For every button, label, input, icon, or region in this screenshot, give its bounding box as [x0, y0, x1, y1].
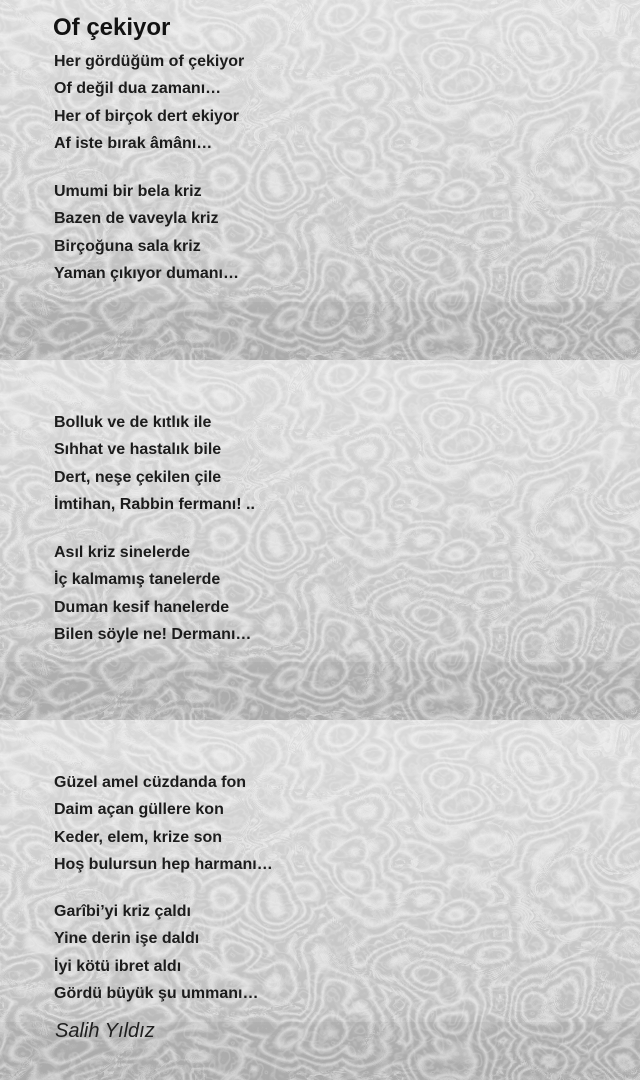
poem-line: Hoş bulursun hep harmanı… — [54, 856, 273, 874]
poem-stanza-5 — [54, 769, 273, 879]
poem-line: İyi kötü ibret aldı — [54, 957, 182, 975]
poem-line: Güzel amel cüzdanda fon — [54, 774, 247, 791]
poem-stanza-4 — [54, 539, 251, 649]
poem-line: Af iste bırak âmânı… — [54, 135, 213, 153]
poem-line: Sıhhat ve hastalık bile — [54, 441, 222, 459]
poem-line: Bilen söyle ne! Dermanı… — [54, 626, 252, 644]
poem-stanza-3 — [54, 409, 255, 519]
poem-line: Umumi bir bela kriz — [54, 183, 202, 200]
poem-line: Asıl kriz sinelerde — [54, 544, 191, 561]
poem-line: Of değil dua zamanı… — [54, 80, 222, 98]
poem-line: İç kalmamış tanelerde — [54, 571, 221, 589]
poem-line: Birçoğuna sala kriz — [54, 237, 201, 255]
poem-line: Bazen de vaveyla kriz — [54, 210, 219, 228]
poem-line: Garîbi’yi kriz çaldı — [54, 903, 191, 920]
poem-line: Her gördüğüm of çekiyor — [54, 53, 245, 70]
poem-stanza-1 — [54, 48, 244, 158]
poem-line: Gördü büyük şu ummanı… — [54, 985, 259, 1003]
poem-stanza-6 — [54, 898, 258, 1008]
poem-line: Daim açan güllere kon — [54, 801, 224, 819]
poem-line: Bolluk ve de kıtlık ile — [54, 414, 212, 431]
poem-title: Of çekiyor — [53, 14, 171, 41]
poem-line: Yaman çıkıyor dumanı… — [54, 265, 239, 283]
poem-line: Yine derin işe daldı — [54, 930, 200, 948]
poem-line: Dert, neşe çekilen çile — [54, 468, 222, 486]
poem-line: İmtihan, Rabbin fermanı! .. — [54, 496, 255, 514]
poem-line: Duman kesif hanelerde — [54, 598, 230, 616]
poem-stanza-2 — [54, 178, 239, 288]
poem-author: Salih Yıldız — [55, 1020, 155, 1042]
poem-line: Keder, elem, krize son — [54, 828, 223, 846]
poem-line: Her of birçok dert ekiyor — [54, 107, 239, 125]
